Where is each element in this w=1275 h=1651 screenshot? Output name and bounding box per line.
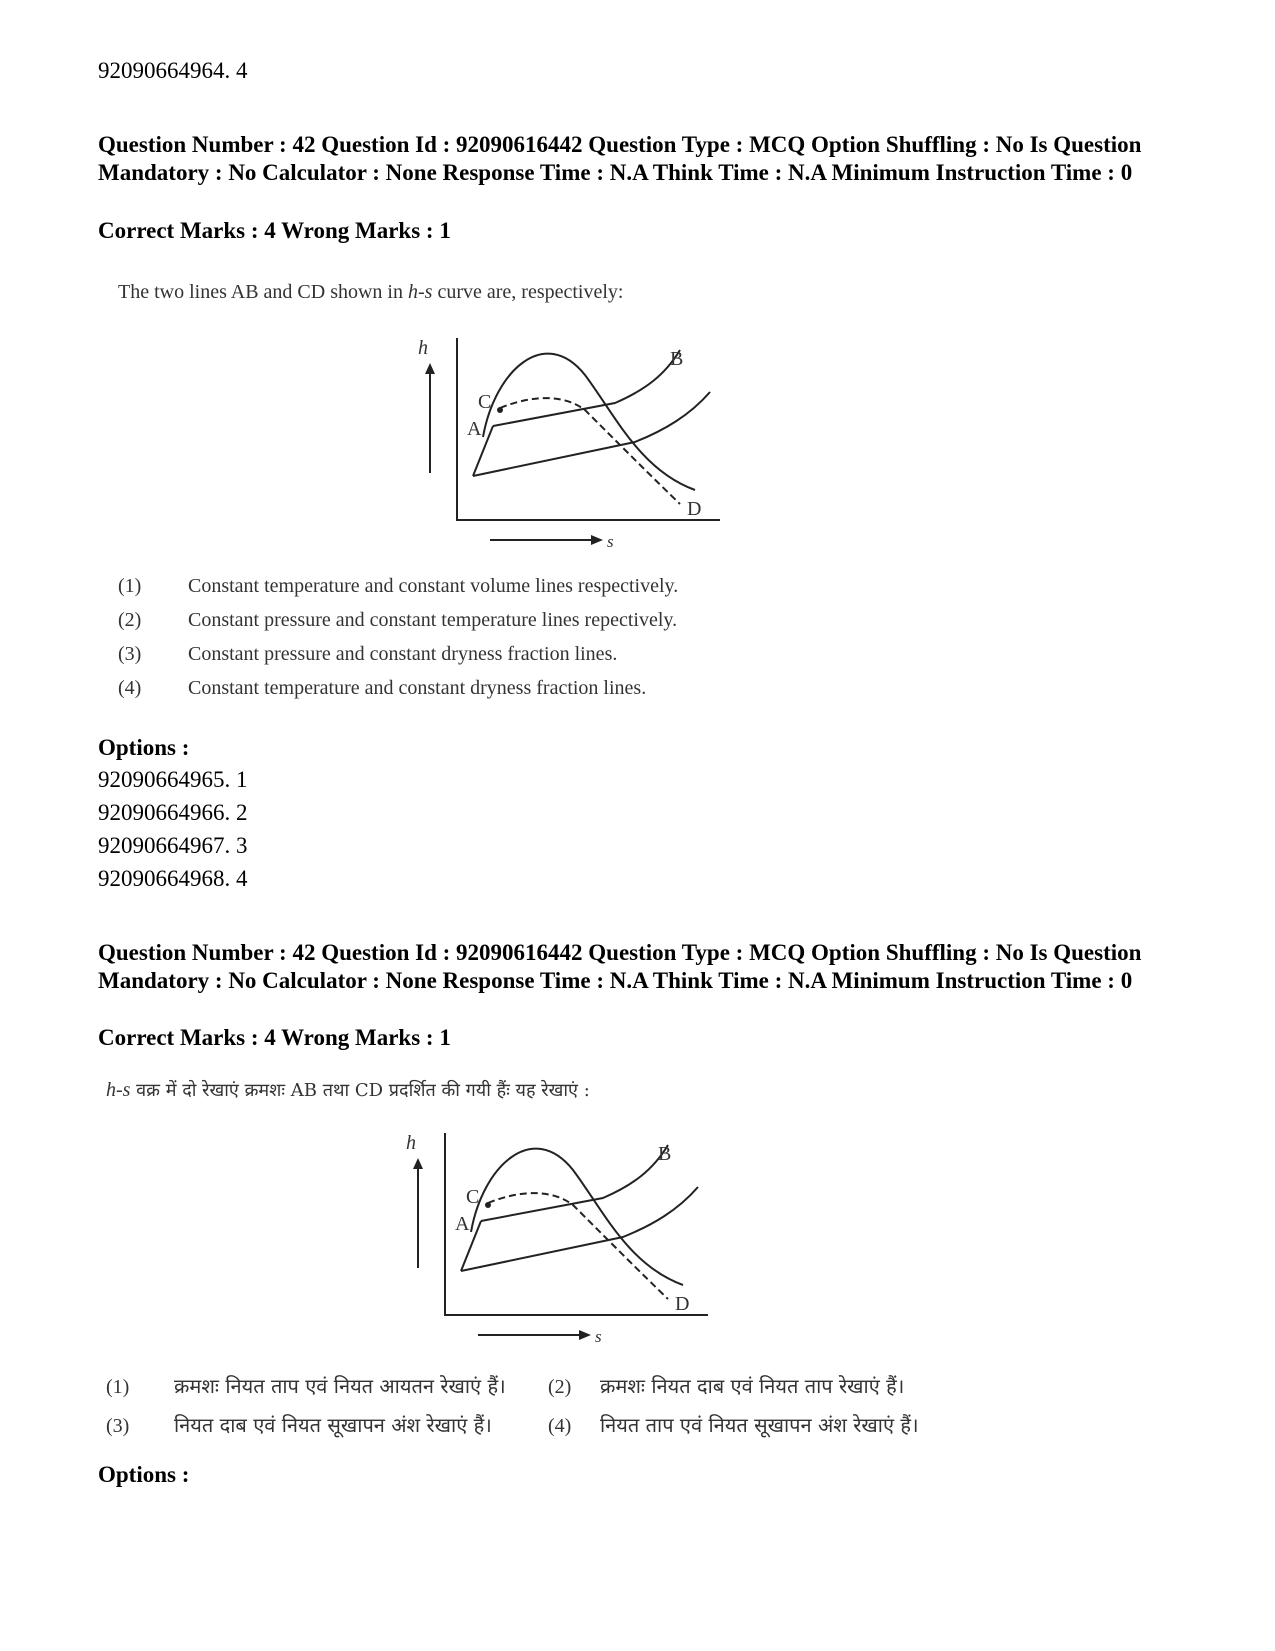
label-b: B [658, 1143, 672, 1165]
question-header: Question Number : 42 Question Id : 92090616442 Question Type : MCQ Option Shuffling : No Is Question Mandatory : No Calculator : None Response Time : N.A Think Time : N.A Minimum Instruction Time : 0 [98, 940, 1142, 993]
label-h: h [418, 337, 428, 359]
label-s: s [607, 532, 614, 551]
option-id-4: 92090664968. 4 [98, 866, 248, 891]
option-id-3: 92090664967. 3 [98, 833, 248, 858]
label-a: A [467, 418, 482, 440]
s-arrow-head [591, 535, 603, 545]
choice-3: (3) नियत दाब एवं नियत सूखापन अंश रेखाएं हैं। [106, 1413, 492, 1437]
label-d: D [687, 498, 702, 520]
label-c: C [478, 391, 492, 413]
choice-3: (3) Constant pressure and constant dryness fraction lines. [118, 643, 618, 665]
choice-2: (2) Constant pressure and constant temperature lines repectively. [118, 609, 678, 631]
choice-4: (4) नियत ताप एवं नियत सूखापन अंश रेखाएं हैं। [548, 1413, 919, 1437]
marks-line: Correct Marks : 4 Wrong Marks : 1 [98, 218, 451, 243]
h-arrow-head [413, 1158, 423, 1169]
label-a: A [455, 1213, 470, 1235]
label-h: h [406, 1132, 416, 1154]
label-d: D [675, 1293, 690, 1315]
choice-2: (2) क्रमशः नियत दाब एवं नियत ताप रेखाएं हैं। [548, 1374, 905, 1398]
question-header: Question Number : 42 Question Id : 92090616442 Question Type : MCQ Option Shuffling : No Is Question Mandatory : No Calculator : None Response Time : N.A Think Time : N.A Minimum Instruction Time : 0 [98, 132, 1142, 185]
choice-1: (1) Constant temperature and constant volume lines respectively. [118, 575, 679, 597]
label-c: C [466, 1186, 480, 1208]
question-stem: The two lines AB and CD shown in h-s curve are, respectively: [118, 281, 624, 303]
previous-option: 92090664964. 4 [98, 58, 248, 83]
hs-diagram [415, 330, 735, 570]
choice-1: (1) क्रमशः नियत ताप एवं नियत आयतन रेखाएं हैं। [106, 1374, 506, 1398]
options-label: Options : [98, 1462, 190, 1487]
h-arrow-head [425, 363, 435, 374]
label-b: B [670, 348, 684, 370]
options-label: Options : [98, 735, 190, 760]
lower-line [473, 392, 710, 476]
label-s: s [595, 1327, 602, 1346]
question-stem: h-s वक्र में दो रेखाएं क्रमशः AB तथा CD प्रदर्शित की गयी हैंः यह रेखाएं : [106, 1079, 590, 1101]
option-id-2: 92090664966. 2 [98, 800, 248, 825]
lower-line [461, 1187, 698, 1271]
hs-diagram [403, 1125, 723, 1365]
line-ab [481, 1145, 668, 1221]
s-arrow-head [579, 1330, 591, 1340]
marks-line: Correct Marks : 4 Wrong Marks : 1 [98, 1025, 451, 1050]
point-c [485, 1202, 491, 1208]
line-ab [493, 350, 680, 426]
option-id-1: 92090664965. 1 [98, 767, 248, 792]
choice-4: (4) Constant temperature and constant dryness fraction lines. [118, 677, 647, 699]
point-c [497, 407, 503, 413]
